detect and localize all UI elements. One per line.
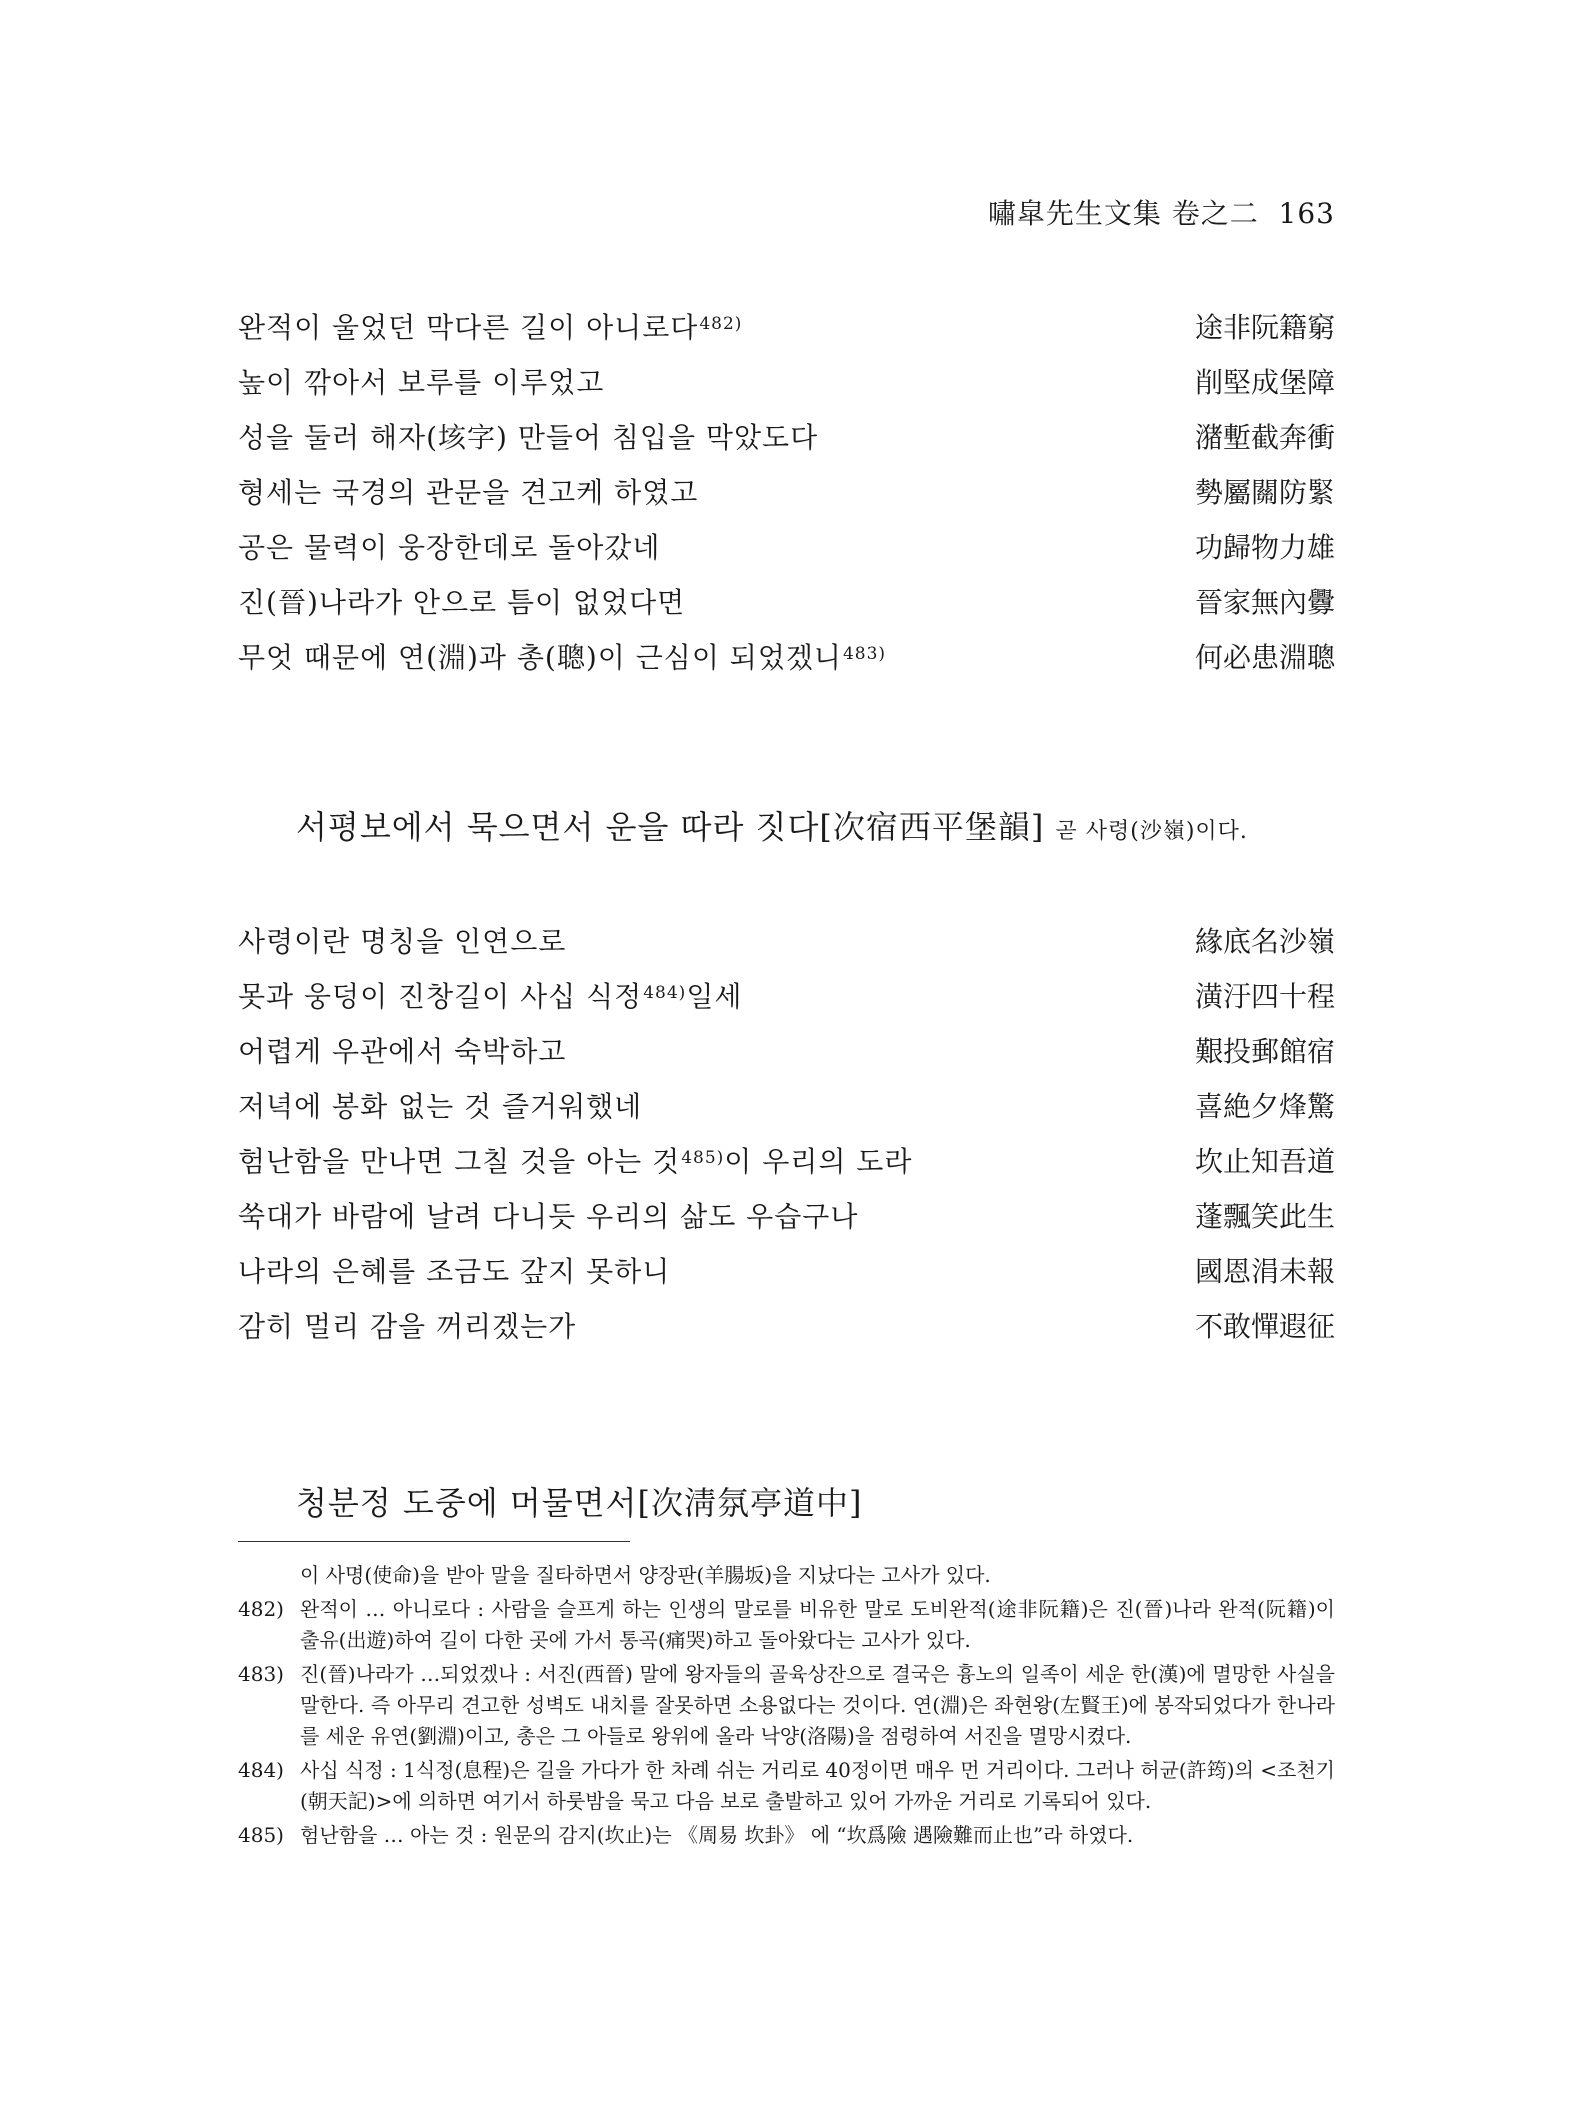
chinese-verse: 潴塹截奔衝 [1194,421,1335,454]
page-number: 163 [1278,197,1335,230]
poem-line [238,1085,1335,1140]
chinese-verse: 緣底名沙嶺 [1194,925,1335,958]
chinese-verse: 艱投郵館宿 [1194,1035,1335,1068]
poem-line [238,1030,1335,1085]
poem-line [238,526,1335,581]
footnote-ref[interactable]: 482) [699,314,743,334]
poem-line [238,975,1335,1030]
section-title-text: 서평보에서 묵으면서 운을 따라 짓다[次宿西平堡韻] [296,808,1045,846]
chinese-verse: 何必患淵聰 [1194,641,1335,674]
poem-line [238,1250,1335,1305]
poem-line [238,416,1335,471]
poem-line [238,1305,1335,1360]
korean-verse: 사령이란 명칭을 인연으로 [238,925,567,958]
korean-verse: 쑥대가 바람에 날려 다니듯 우리의 삶도 우습구나 [238,1200,859,1233]
section-title-text: 청분정 도중에 머물면서[次淸氛亭道中] [296,1484,863,1522]
korean-verse: 못과 웅덩이 진창길이 사십 식정 [238,980,643,1013]
footnote-text: 완적이 … 아니로다 : 사람을 슬프게 하는 인생의 말로를 비유한 말로 도비완적(途非阮籍)은 진(晉)나라 완적(阮籍)이 출유(出遊)하여 길이 다한 곳에 가서 통곡(痛哭)하고 돌아왔다는 고사가 있다. [300,1597,1335,1652]
korean-verse: 험난함을 만나면 그칠 것을 아는 것 [238,1145,681,1178]
chinese-verse: 國恩涓未報 [1194,1255,1335,1288]
footnote-text: 진(晉)나라가 …되었겠나 : 서진(西晉) 말에 왕자들의 골육상잔으로 결국은 흉노의 일족이 세운 한(漢)에 멸망한 사실을 말한다. 즉 아무리 견고한 성벽도 내치를 잘못하면 소용없다는 것이다. 연(淵)은 좌현왕(左賢王)에 봉작되었다가 한나라를 세운 유연(劉淵)이고, 총은 그 아들로 왕위에 올라 낙양(洛陽)을 점령하여 서진을 멸망시켰다. [300,1662,1335,1748]
poem-line [238,361,1335,416]
poem-line [238,920,1335,975]
korean-verse: 어렵게 우관에서 숙박하고 [238,1035,567,1068]
korean-verse: 진(晉)나라가 안으로 틈이 없었다면 [238,586,686,619]
section-title [296,1478,862,1524]
chinese-verse: 喜絶夕烽驚 [1194,1090,1335,1123]
korean-verse-tail: 이 우리의 도라 [724,1145,913,1178]
footnote-number: 483) [238,1662,284,1686]
poem-line [238,1195,1335,1250]
chinese-verse: 不敢憚遐征 [1194,1310,1335,1343]
korean-verse: 무엇 때문에 연(淵)과 총(聰)이 근심이 되었겠니 [238,641,842,674]
footnote-text: 험난함을 … 아는 것 : 원문의 감지(坎止)는 《周易 坎卦》 에 “坎爲險 遇險難而止也”라 하였다. [300,1823,1134,1847]
footnote-text: 사십 식정 : 1식정(息程)은 길을 가다가 한 차례 쉬는 거리로 40정이면 매우 먼 거리이다. 그러나 허균(許筠)의 <조천기(朝天記)>에 의하면 여기서 하룻밤을 묵고 다음 보로 출발하고 있어 가까운 거리로 기록되어 있다. [300,1758,1335,1813]
footnote-ref[interactable]: 483) [842,644,887,664]
footnote-number: 484) [238,1758,284,1782]
section-title [296,802,1248,848]
chinese-verse: 晉家無內釁 [1194,586,1335,619]
poem-line [238,581,1335,636]
footnote-482 [238,1594,1335,1656]
chinese-verse: 功歸物力雄 [1194,531,1335,564]
footnote-ref[interactable]: 484) [643,983,687,1003]
korean-verse: 높이 깎아서 보루를 이루었고 [238,366,605,399]
poem-2 [238,920,1335,1360]
footnote-number: 485) [238,1823,284,1847]
poem-line [238,306,1335,361]
poem-line [238,636,1335,691]
korean-verse: 나라의 은혜를 조금도 갚지 못하니 [238,1255,671,1288]
footnote-485 [238,1820,1335,1851]
korean-verse: 감히 멀리 감을 꺼리겠는가 [238,1310,577,1343]
footnote-ref[interactable]: 485) [681,1148,725,1168]
footnote-483 [238,1659,1335,1752]
running-header [988,192,1335,232]
korean-verse: 형세는 국경의 관문을 견고케 하였고 [238,476,699,509]
chinese-verse: 坎止知吾道 [1194,1145,1335,1178]
footnote-divider [238,1541,630,1542]
korean-verse: 공은 물력이 웅장한데로 돌아갔네 [238,531,661,564]
footnote-484 [238,1755,1335,1817]
chinese-verse: 途非阮籍窮 [1194,311,1335,344]
korean-verse: 완적이 울었던 막다른 길이 아니로다 [238,311,699,344]
poem-line [238,1140,1335,1195]
chinese-verse: 蓬飄笑此生 [1194,1200,1335,1233]
footnotes [238,1560,1335,1854]
poem-1 [238,306,1335,691]
poem-line [238,471,1335,526]
chinese-verse: 勢屬關防緊 [1194,476,1335,509]
korean-verse: 저녁에 봉화 없는 것 즐거워했네 [238,1090,643,1123]
book-title: 嘯皐先生文集 卷之二 [987,197,1259,230]
korean-verse: 성을 둘러 해자(垓字) 만들어 침입을 막았도다 [238,421,819,454]
chinese-verse: 削堅成堡障 [1194,366,1335,399]
footnote-number: 482) [238,1597,284,1621]
footnote-continuation: 이 사명(使命)을 받아 말을 질타하면서 양장판(羊腸坂)을 지났다는 고사가 있다. [300,1563,991,1587]
chinese-verse: 潢汙四十程 [1194,980,1335,1013]
korean-verse-tail: 일세 [686,980,743,1013]
section-title-note: 곧 사령(沙嶺)이다. [1055,819,1248,844]
